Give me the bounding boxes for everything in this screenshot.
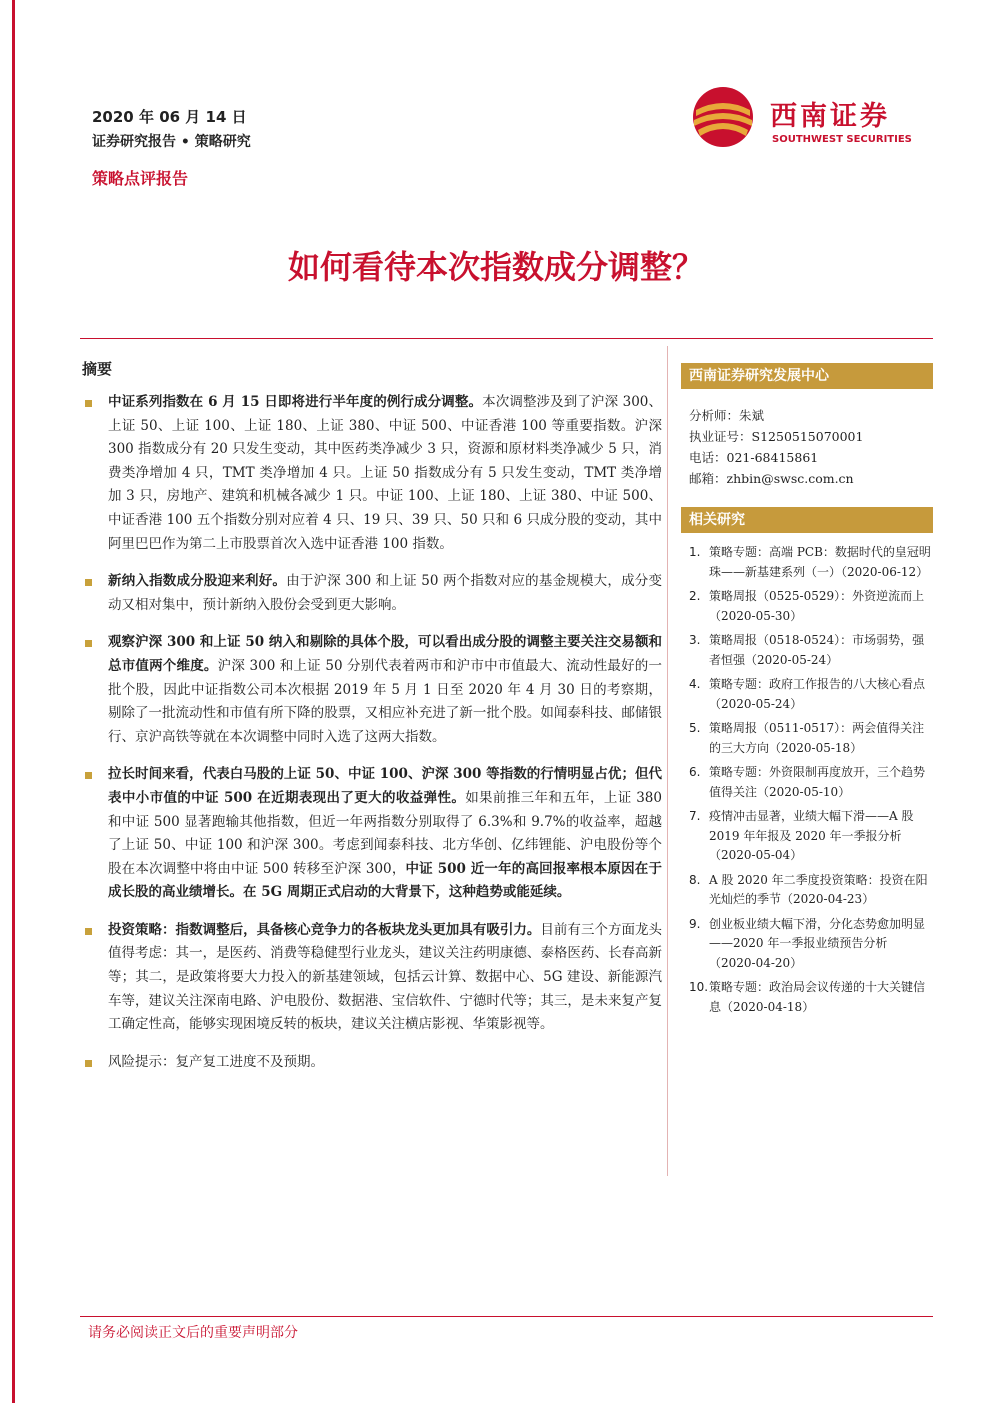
column-divider	[667, 346, 668, 1176]
bullet-icon	[85, 400, 92, 407]
phone-number: 021-68415861	[726, 450, 819, 465]
related-item[interactable]: 5. 策略周报（0511-0517）：两会值得关注的三大方向（2020-05-18）	[689, 721, 925, 755]
related-item[interactable]: 6. 策略专题：外资限制再度放开，三个趋势值得关注（2020-05-10）	[689, 765, 926, 799]
sidebar	[681, 363, 933, 1022]
related-item[interactable]: 9. 创业板业绩大幅下滑，分化态势愈加明显——2020 年一季报业绩预告分析（2020-04-20）	[689, 916, 926, 970]
related-research-heading: 相关研究	[681, 507, 933, 533]
summary-paragraph	[82, 919, 662, 1037]
risk-text: 风险提示：复产复工进度不及预期。	[108, 1053, 324, 1070]
logo-mark-icon	[692, 86, 754, 148]
related-item[interactable]: 3. 策略周报（0518-0524）：市场弱势，强者恒强（2020-05-24）	[689, 633, 925, 667]
paragraph-lead: 中证系列指数在 6 月 15 日即将进行半年度的例行成分调整。	[108, 394, 483, 410]
summary-paragraph	[82, 763, 662, 905]
report-series: 证券研究报告 • 策略研究	[92, 134, 251, 150]
summary-paragraph	[82, 391, 662, 556]
license-label: 执业证号：	[689, 429, 752, 444]
paragraph-body: 由于沪深 300 和上证 50 两个指数对应的基金规模大，成分变动又相对集中，预计新纳入股份会受到更大影响。	[108, 573, 662, 613]
footer-notice: 请务必阅读正文后的重要声明部分	[88, 1325, 298, 1341]
report-type: 策略点评报告	[92, 169, 189, 188]
paragraph-body: 本次调整涉及到了沪深 300、上证 50、上证 100、上证 180、上证 380、中证 500、中证香港 100 等重要指数。沪深 300 指数成分有 20 只发生变动，其中医药类净减少 3 只，资源和原材料类净减少 5 只，消费类净增加 4 只，TMT 类净增加 4 只。上证 50 指数成分有 5 只发生变动，TMT 类净增加 3 只，房地产、建筑和机械各减少 1 只。中证 100、上证 180、上证 380、中证 500、中证香港 100 五个指数分别对应着 4 只、19 只、39 只、50 只和 6 只成分股的变动，其中阿里巴巴作为第二上市股票首次入选中证香港 100 指数。	[108, 394, 663, 552]
related-item[interactable]: 10. 策略专题：政治局会议传递的十大关键信息（2020-04-18）	[689, 980, 926, 1014]
license-number: S1250515070001	[751, 429, 864, 444]
bullet-icon	[85, 772, 92, 779]
bullet-icon	[85, 1060, 92, 1067]
paragraph-lead: 观察沪深 300 和上证 50 纳入和剔除的具体个股，可以看出成分股的调整主要关注交易额和总市值两个维度。	[108, 634, 662, 674]
related-item[interactable]: 2. 策略周报（0525-0529）：外资逆流而上（2020-05-30）	[689, 589, 925, 623]
risk-paragraph	[82, 1051, 662, 1075]
summary-heading: 摘要	[82, 360, 113, 378]
paragraph-lead: 投资策略：指数调整后，具备核心竞争力的各板块龙头更加具有吸引力。	[108, 921, 541, 938]
company-logo	[692, 86, 942, 150]
logo-name-cn: 西南证券	[770, 101, 890, 132]
analyst-label: 分析师：	[689, 408, 740, 423]
related-item[interactable]: 4. 策略专题：政府工作报告的八大核心看点（2020-05-24）	[689, 677, 926, 711]
report-date: 2020 年 06 月 14 日	[92, 108, 247, 126]
related-research-list	[681, 533, 933, 1017]
research-center-heading: 西南证券研究发展中心	[681, 363, 933, 389]
paragraph-lead: 拉长时间来看，代表白马股的上证 50、中证 100、沪深 300 等指数的行情明显占优；但代表中小市值的中证 500 在近期表现出了更大的收益弹性。	[108, 766, 662, 806]
left-edge-bar	[12, 0, 15, 1403]
paragraph-emphasis: 中证 500 近一年的高回报率根本原因在于成长股的高业绩增长。在 5G 周期正式启动的大背景下，这种趋势或能延续。	[108, 860, 662, 901]
email-link[interactable]: zhbin@swsc.com.cn	[726, 471, 854, 486]
bottom-divider	[80, 1316, 933, 1317]
paragraph-body: 目前有三个方面龙头值得考虑：其一，是医药、消费等稳健型行业龙头，建议关注药明康德、泰格医药、长春高新等；其二，是政策将要大力投入的新基建领域，包括云计算、数据中心、5G 建设、新能源汽车等，建议关注深南电路、沪电股份、数据港、宝信软件、宁德时代等；其三，是未来复产复工确定性高，能够实现困境反转的板块，建议关注横店影视、华策影视等。	[108, 921, 663, 1033]
paragraph-lead: 新纳入指数成分股迎来利好。	[108, 573, 287, 590]
related-item[interactable]: 1. 策略专题：高端 PCB：数据时代的皇冠明珠——新基建系列（一）（2020-06-12）	[689, 545, 931, 579]
related-item[interactable]: 8. A 股 2020 年二季度投资策略：投资在阳光灿烂的季节（2020-04-23）	[689, 872, 928, 906]
paragraph-body: 如果前推三年和五年，上证 380 和中证 500 显著跑输其他指数，但近一年两指数分别取得了 6.3%和 9.7%的收益率，超越了上证 50、中证 100 和沪深 300。考虑到闻泰科技、北方华创、亿纬锂能、沪电股份等个股在本次调整中将由中证 500 转移至沪深 300，	[108, 789, 662, 877]
related-item[interactable]: 7. 疫情冲击显著，业绩大幅下滑——A 股 2019 年年报及 2020 年一季报分析（2020-05-04）	[689, 809, 914, 862]
paragraph-body: 沪深 300 和上证 50 分别代表着两市和沪市中市值最大、流动性最好的一批个股，因此中证指数公司本次根据 2019 年 5 月 1 日至 2020 年 4 月 30 日的考察期，剔除了一批流动性和市值有所下降的股票，又相应补充进了新一批个股。如闻泰科技、邮储银行、京沪高铁等就在本次调整中同时入选了这两大指数。	[108, 657, 662, 745]
top-divider	[80, 338, 933, 339]
bullet-icon	[85, 579, 92, 586]
summary-paragraph	[82, 631, 662, 749]
summary-section	[82, 358, 662, 1088]
report-title: 如何看待本次指数成分调整？	[287, 248, 704, 286]
email-label: 邮箱：	[689, 471, 727, 486]
analyst-info	[681, 389, 933, 507]
summary-paragraph	[82, 570, 662, 617]
phone-label: 电话：	[689, 450, 727, 465]
logo-name-en: SOUTHWEST SECURITIES	[772, 134, 912, 145]
bullet-icon	[85, 928, 92, 935]
analyst-name: 朱斌	[739, 408, 765, 423]
bullet-icon	[85, 640, 92, 647]
